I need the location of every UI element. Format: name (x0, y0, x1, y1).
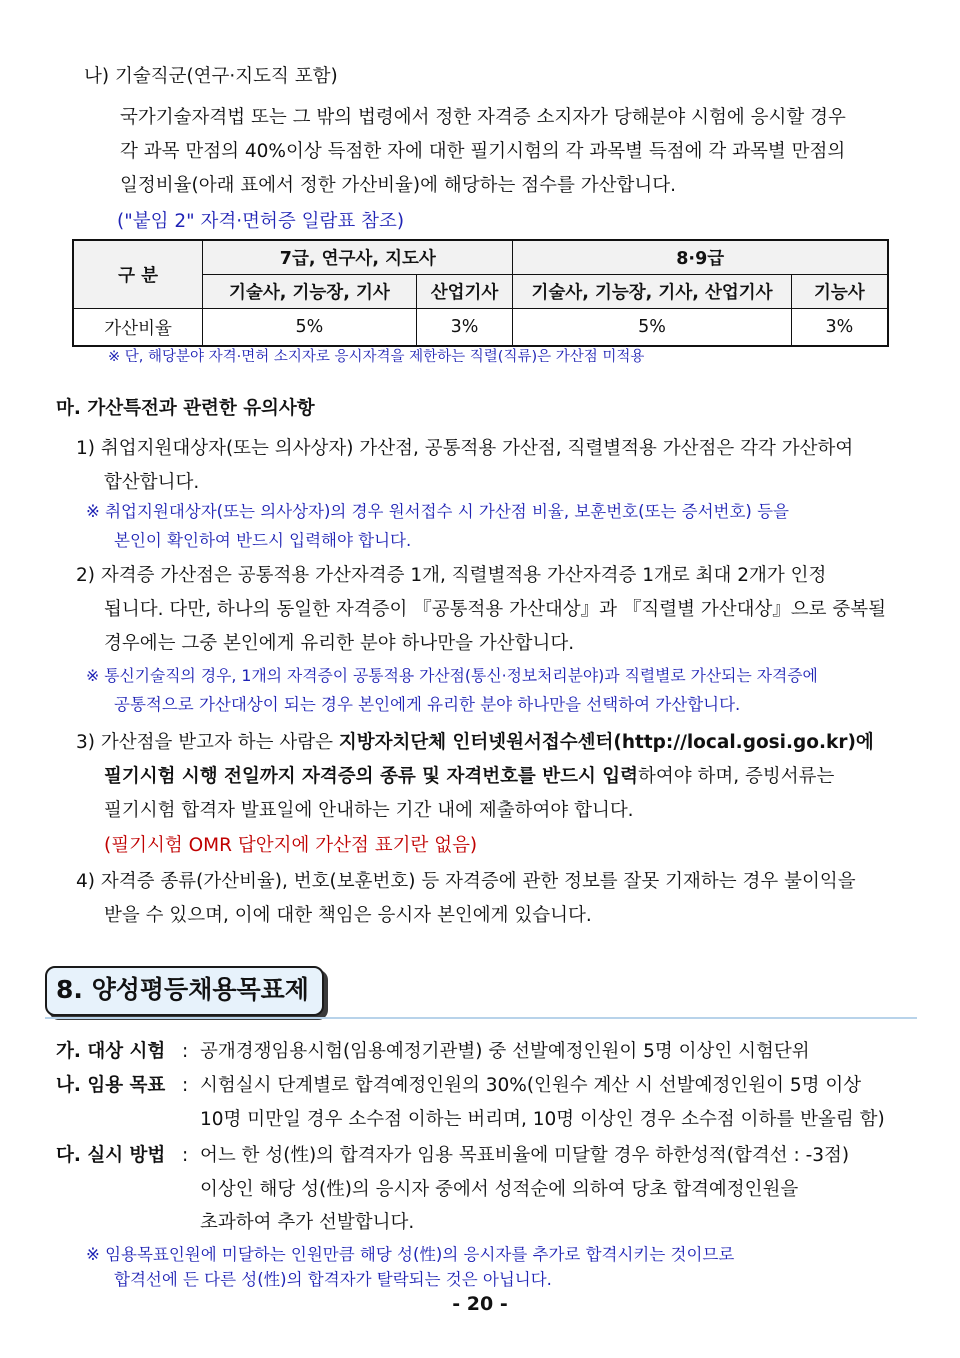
colon: : (182, 1075, 189, 1096)
tech-heading: 나) 기술직군(연구·지도직 포함) (84, 66, 338, 87)
caution-item-2: 2) 자격증 가산점은 공통적용 가산자격증 1개, 직렬별적용 가산자격증 1개로 최대 2개가 인정 (76, 565, 827, 586)
caution-note-2-cont: 공통적으로 가산대상이 되는 경우 본인에게 유리한 분야 하나만을 선택하여 가산합니다. (114, 695, 741, 714)
sub-header: 기능사 (791, 275, 888, 309)
section-8-b-label: 나. 임용 목표 (56, 1075, 166, 1096)
caution-item-3-cont: 필기시험 합격자 발표일에 안내하는 기간 내에 제출하여야 합니다. (104, 800, 634, 821)
group-header-8-9th-grade: 8·9급 (513, 240, 888, 275)
colon: : (182, 1145, 189, 1166)
caution-note-2: ※ 통신기술직의 경우, 1개의 자격증이 공통적용 가산점(통신·정보처리분야)과 직렬별로 가산되는 자격증에 (86, 666, 818, 685)
bonus-rate-table (72, 239, 889, 347)
caution-item-3-rest: 하여야 하며, 증빙서류는 (638, 766, 835, 787)
section-8-note-cont: 합격선에 든 다른 성(性)의 합격자가 탈락되는 것은 아닙니다. (114, 1270, 552, 1289)
caution-item-3-red-note: (필기시험 OMR 답안지에 가산점 표기란 없음) (104, 835, 478, 856)
section-8-a-text: 공개경쟁임용시험(임용예정기관별) 중 선발예정인원이 5명 이상인 시험단위 (200, 1041, 810, 1062)
division-header: 구 분 (73, 240, 203, 309)
caution-item-1-cont: 합산합니다. (104, 472, 200, 493)
table-cell: 3% (416, 309, 513, 347)
tech-reference: ("붙임 2" 자격·면허증 일람표 참조) (117, 211, 405, 232)
section-8-a-label: 가. 대상 시험 (56, 1041, 166, 1062)
colon: : (182, 1041, 189, 1062)
section-8-divider (45, 1017, 917, 1019)
section-8-c-text-cont: 이상인 해당 성(性)의 응시자 중에서 성적순에 의하여 당초 합격예정인원을 (200, 1179, 799, 1200)
table-note: ※ 단, 해당분야 자격·면허 소지자로 응시자격을 제한하는 직렬(직류)은 가산점 미적용 (108, 349, 645, 365)
cautions-heading: 마. 가산특전과 관련한 유의사항 (56, 398, 315, 419)
table-cell: 5% (513, 309, 791, 347)
caution-item-1: 1) 취업지원대상자(또는 의사상자) 가산점, 공통적용 가산점, 직렬별적용 가산점은 각각 가산하여 (76, 438, 854, 459)
tech-para-line: 일정비율(아래 표에서 정한 가산비율)에 해당하는 점수를 가산합니다. (120, 175, 676, 196)
section-8-note: ※ 임용목표인원에 미달하는 인원만큼 해당 성(性)의 응시자를 추가로 합격시키는 것이므로 (86, 1245, 735, 1264)
section-8-c-text: 어느 한 성(性)의 합격자가 임용 목표비율에 미달할 경우 하한성적(합격선 : -3점) (200, 1145, 850, 1166)
section-8-b-text: 시험실시 단계별로 합격예정인원의 30%(인원수 계산 시 선발예정인원이 5명 이상 (200, 1075, 862, 1096)
caution-item-3 (76, 726, 874, 760)
section-8-title: 8. 양성평등채용목표제 (56, 975, 309, 1004)
group-header-7th-grade: 7급, 연구사, 지도사 (203, 240, 513, 275)
caution-note-1: ※ 취업지원대상자(또는 의사상자)의 경우 원서접수 시 가산점 비율, 보훈번호(또는 증서번호) 등을 (86, 502, 789, 521)
caution-item-3-bold: 지방자치단체 인터넷원서접수센터(http://local.gosi.go.kr)에 (338, 732, 874, 753)
caution-item-4-cont: 받을 수 있으며, 이에 대한 책임은 응시자 본인에게 있습니다. (104, 905, 592, 926)
caution-item-2-cont: 경우에는 그중 본인에게 유리한 분야 하나만을 가산합니다. (104, 633, 575, 654)
caution-item-3-cont (104, 760, 834, 794)
section-8-b-text-cont: 10명 미만일 경우 소수점 이하는 버리며, 10명 이상인 경우 소수점 이하를 반올림 함) (200, 1109, 885, 1130)
row-label-bonus-rate: 가산비율 (73, 309, 203, 347)
table-cell: 5% (203, 309, 416, 347)
section-8-c-label: 다. 실시 방법 (56, 1145, 166, 1166)
tech-para-line: 각 과목 만점의 40%이상 득점한 자에 대한 필기시험의 각 과목별 득점에 각 과목별 만점의 (120, 141, 846, 162)
caution-item-2-cont: 됩니다. 다만, 하나의 동일한 자격증이 『공통적용 가산대상』과 『직렬별 가산대상』으로 중복될 (104, 599, 887, 620)
section-8-c-text-cont: 초과하여 추가 선발합니다. (200, 1212, 415, 1233)
sub-header: 산업기사 (416, 275, 513, 309)
caution-item-3-prefix: 3) 가산점을 받고자 하는 사람은 (76, 732, 339, 753)
caution-item-3-bold: 필기시험 시행 전일까지 자격증의 종류 및 자격번호를 반드시 입력 (104, 766, 639, 787)
page-number: - 20 - (452, 1293, 508, 1315)
sub-header: 기술사, 기능장, 기사 (203, 275, 416, 309)
table-cell: 3% (791, 309, 888, 347)
sub-header: 기술사, 기능장, 기사, 산업기사 (513, 275, 791, 309)
tech-para-line: 국가기술자격법 또는 그 밖의 법령에서 정한 자격증 소지자가 당해분야 시험에 응시할 경우 (120, 107, 846, 128)
caution-note-1-cont: 본인이 확인하여 반드시 입력해야 합니다. (114, 531, 412, 550)
caution-item-4: 4) 자격증 종류(가산비율), 번호(보훈번호) 등 자격증에 관한 정보를 잘못 기재하는 경우 불이익을 (76, 871, 856, 892)
